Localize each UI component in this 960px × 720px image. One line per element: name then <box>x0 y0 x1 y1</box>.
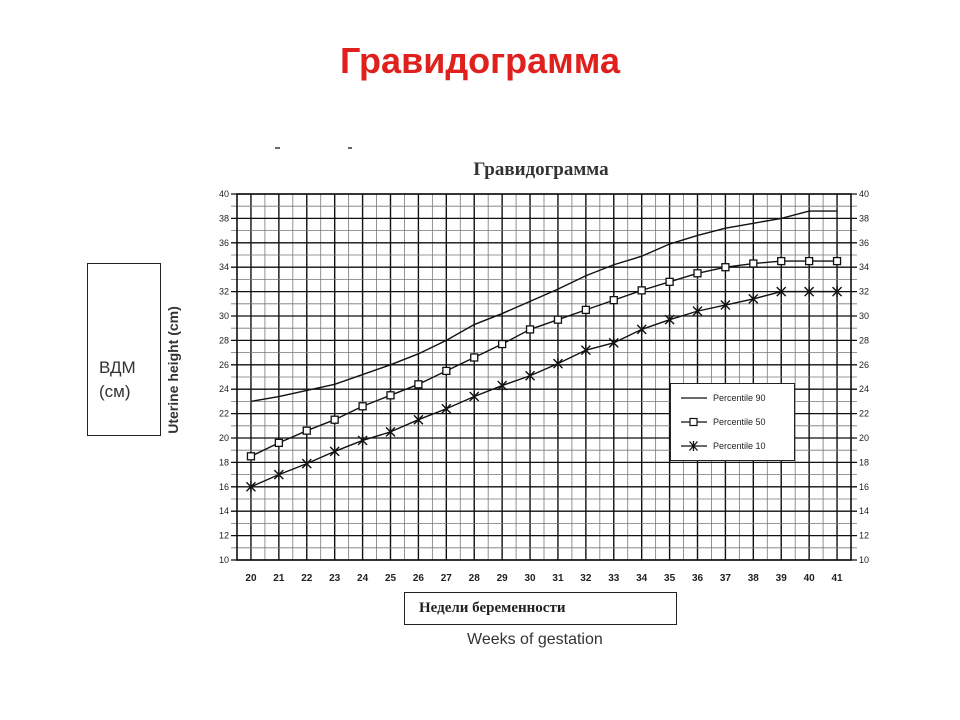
y-tick-label-right: 20 <box>859 433 870 443</box>
x-axis-label-ru: Недели беременности <box>419 600 566 616</box>
y-tick-label-right: 32 <box>859 286 870 297</box>
data-point-star <box>665 314 674 325</box>
data-point-star <box>330 446 339 457</box>
legend-label-p90: Percentile 90 <box>713 393 766 403</box>
legend-item-p50 <box>679 415 794 429</box>
data-point-star <box>609 337 618 348</box>
y-tick-label-left: 14 <box>218 506 229 517</box>
data-point-square <box>778 258 785 265</box>
data-point-star <box>414 414 423 425</box>
y-tick-label-left: 16 <box>218 481 229 492</box>
y-tick-label-right: 36 <box>859 237 870 248</box>
y-tick-label-left: 24 <box>218 384 229 395</box>
x-tick-label: 30 <box>524 573 536 584</box>
data-point-star <box>526 370 535 381</box>
chart-legend <box>670 383 795 461</box>
data-point-star <box>442 403 451 414</box>
data-point-star <box>498 380 507 391</box>
y-tick-label-left: 26 <box>218 359 229 370</box>
legend-label-p10: Percentile 10 <box>713 441 766 451</box>
y-tick-label-right: 24 <box>859 384 870 395</box>
y-tick-label-right: 22 <box>859 408 870 419</box>
y-tick-label-left: 32 <box>218 286 229 297</box>
data-point-square <box>694 270 701 277</box>
y-tick-label-left: 38 <box>218 213 229 224</box>
slide-title: Гравидограмма <box>340 40 620 81</box>
x-tick-label: 41 <box>831 573 843 584</box>
data-point-square <box>610 297 617 304</box>
x-tick-label: 20 <box>245 573 257 584</box>
x-tick-label: 26 <box>412 573 424 584</box>
x-tick-label: 27 <box>440 573 452 584</box>
x-tick-label: 37 <box>719 573 731 584</box>
data-point-square <box>303 427 310 434</box>
data-point-square <box>806 258 813 265</box>
data-point-star <box>358 435 367 446</box>
y-tick-label-right: 38 <box>859 213 870 224</box>
data-point-square <box>443 367 450 374</box>
data-point-square <box>471 354 478 361</box>
data-point-square <box>666 278 673 285</box>
y-tick-label-left: 34 <box>218 262 229 273</box>
y-tick-label-left: 22 <box>218 408 229 419</box>
x-tick-label: 33 <box>608 573 620 584</box>
y-tick-label-left: 10 <box>218 555 229 565</box>
chart-grid <box>231 148 857 560</box>
x-tick-label: 29 <box>496 573 508 584</box>
x-tick-label: 40 <box>803 573 815 584</box>
data-point-square <box>834 258 841 265</box>
y-tick-label-left: 18 <box>218 457 229 468</box>
y-tick-label-right: 40 <box>859 189 870 199</box>
x-tick-label: 36 <box>691 573 704 584</box>
data-point-square <box>527 326 534 333</box>
x-tick-label: 34 <box>636 573 648 584</box>
x-tick-label: 28 <box>468 573 480 584</box>
x-tick-label: 31 <box>552 573 564 584</box>
x-tick-label: 32 <box>580 573 592 584</box>
data-point-star <box>302 458 311 469</box>
side-label-line1: ВДМ <box>99 358 136 377</box>
x-tick-label: 23 <box>329 573 341 584</box>
y-tick-label-left: 28 <box>218 335 229 346</box>
x-tick-label: 25 <box>384 573 397 584</box>
side-label-line2: (см) <box>99 382 131 401</box>
y-tick-label-left: 20 <box>218 433 229 443</box>
x-tick-label: 21 <box>273 573 285 584</box>
data-point-square <box>415 381 422 388</box>
y-tick-label-left: 36 <box>218 237 229 248</box>
data-point-square <box>638 287 645 294</box>
x-axis-label-box <box>404 592 677 625</box>
y-tick-label-right: 30 <box>859 311 870 321</box>
y-tick-label-right: 28 <box>859 335 870 346</box>
x-tick-label: 22 <box>301 573 313 584</box>
y-tick-label-left: 40 <box>218 189 229 199</box>
chart-title: Гравидограмма <box>473 159 609 180</box>
data-point-square <box>750 260 757 267</box>
y-tick-label-right: 10 <box>859 555 870 565</box>
x-tick-label: 35 <box>664 573 676 584</box>
data-point-square <box>331 416 338 423</box>
data-point-star <box>637 324 646 335</box>
y-tick-label-right: 34 <box>859 262 870 273</box>
legend-item-p90 <box>679 391 794 405</box>
data-point-square <box>582 306 589 313</box>
x-axis-label-en: Weeks of gestation <box>467 631 603 648</box>
y-axis-label: Uterine height (cm) <box>165 306 181 434</box>
data-point-square <box>554 316 561 323</box>
data-point-square <box>247 453 254 460</box>
data-point-square <box>499 341 506 348</box>
data-point-square <box>359 403 366 410</box>
data-point-square <box>387 392 394 399</box>
y-tick-label-right: 18 <box>859 457 870 468</box>
x-tick-label: 24 <box>357 573 369 584</box>
data-point-square <box>275 439 282 446</box>
data-point-star <box>581 345 590 356</box>
y-tick-label-right: 14 <box>859 506 870 517</box>
y-tick-label-left: 30 <box>218 311 229 321</box>
y-tick-label-left: 12 <box>218 530 229 541</box>
legend-item-p10 <box>679 439 794 453</box>
data-point-star <box>553 358 562 369</box>
x-tick-label: 38 <box>747 573 759 584</box>
legend-label-p50: Percentile 50 <box>713 417 766 427</box>
y-tick-label-right: 26 <box>859 359 870 370</box>
y-tick-label-right: 12 <box>859 530 870 541</box>
data-point-square <box>722 264 729 271</box>
y-tick-label-right: 16 <box>859 481 870 492</box>
data-point-star <box>470 391 479 402</box>
data-point-star <box>386 426 395 437</box>
x-tick-label: 39 <box>775 573 787 584</box>
